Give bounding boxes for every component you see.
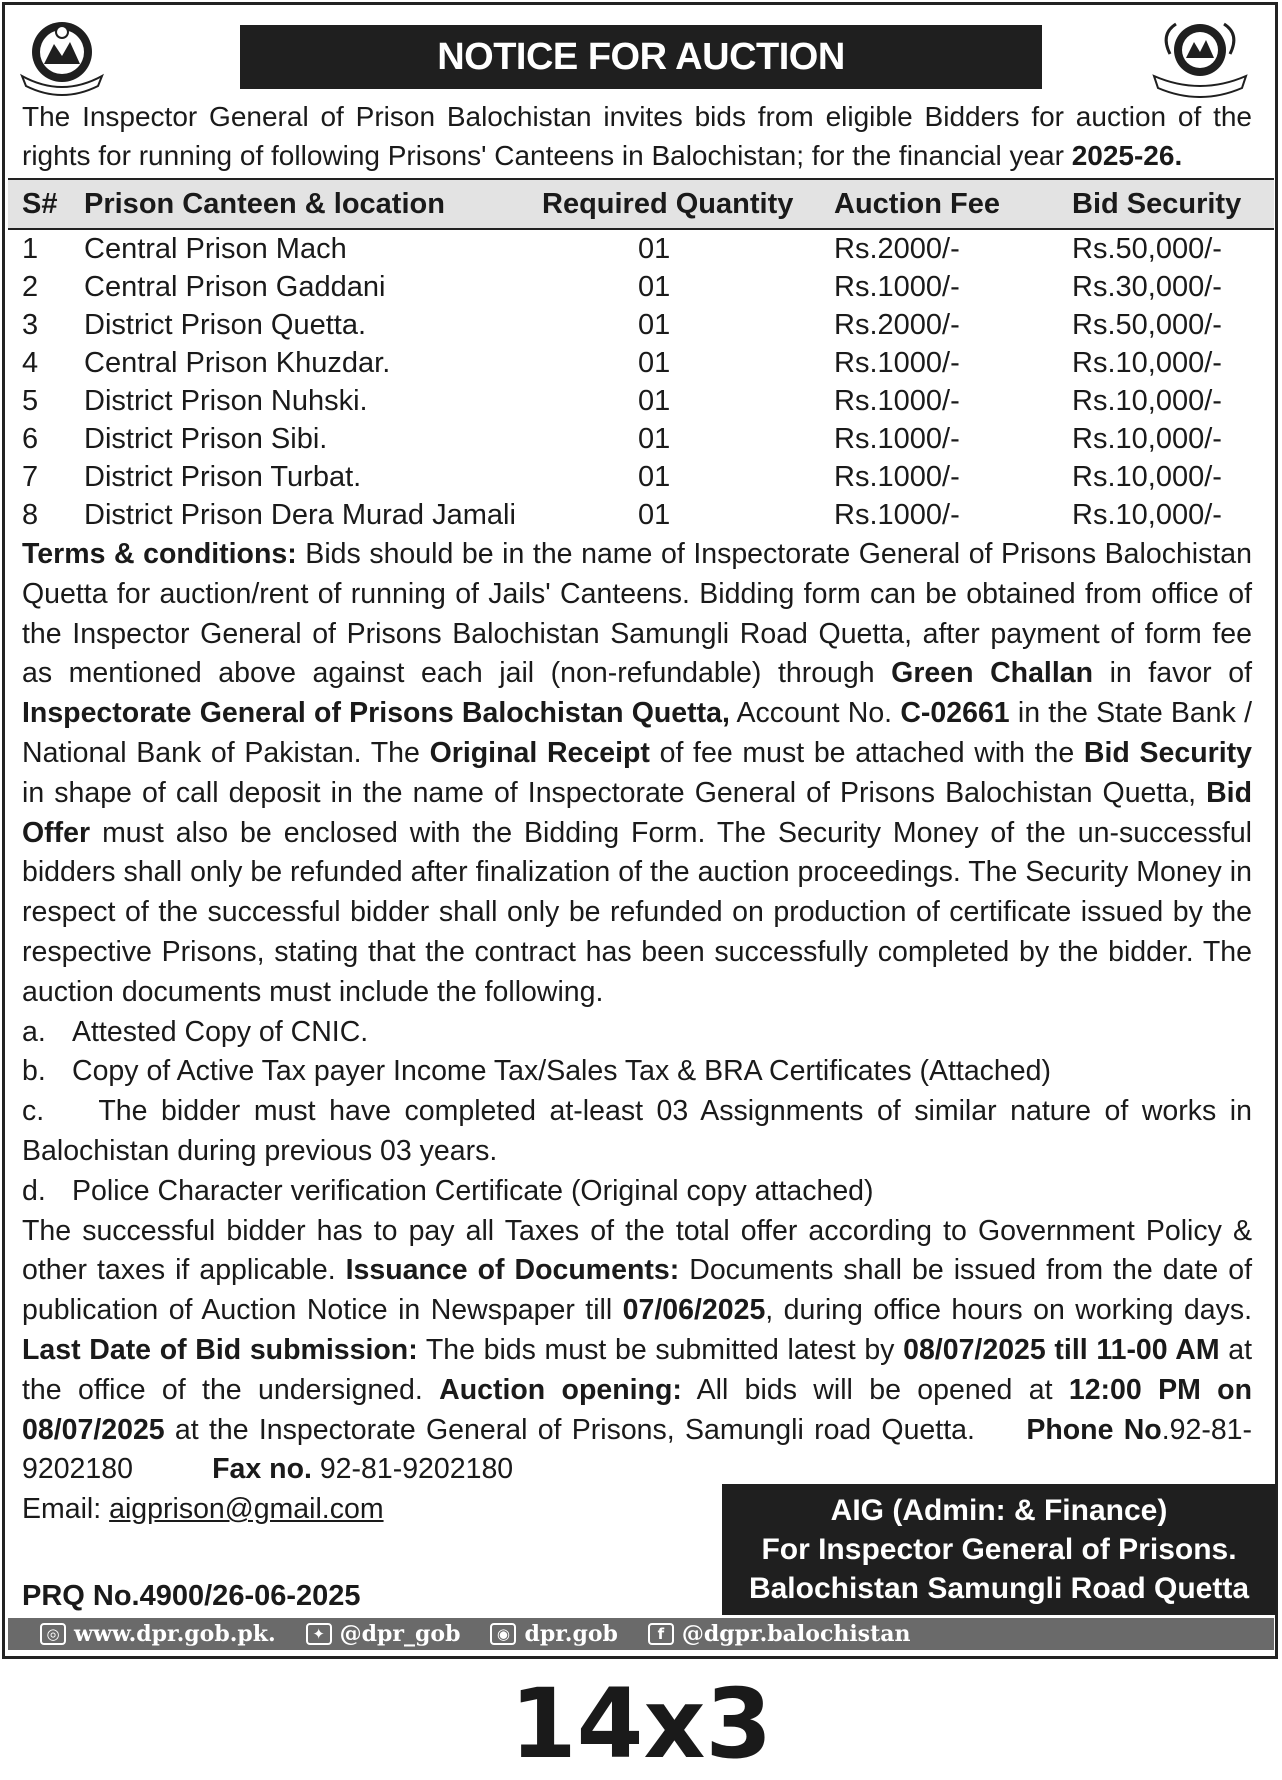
row-security: Rs.30,000/- (1072, 271, 1222, 303)
row-security: Rs.10,000/- (1072, 423, 1222, 455)
row-security: Rs.10,000/- (1072, 347, 1222, 379)
header-sn: S# (8, 179, 84, 229)
website-text: www.dpr.gob.pk. (74, 1621, 276, 1647)
terms-text: Account No. (729, 697, 901, 730)
terms-text: must also be enclosed with the Bidding Form. The Security Money of the un-successful bidders shall only be refunded after finalization of the auction proceedings. The Security Money in respect of the successful bidder shall only be refunded on production of certificate issued by the respective Prisons, stating that the contract has been successfully completed by the bidder. The auction documents must include the following. (22, 816, 1252, 1008)
canteen-table (8, 178, 1274, 534)
terms-paragraph (22, 535, 1252, 1013)
list-item-label: a. (22, 1015, 46, 1048)
row-fee: Rs.1000/- (834, 385, 960, 417)
facebook-handle: @dgpr.balochistan (681, 1621, 911, 1647)
row-sn: 5 (22, 385, 39, 417)
row-security: Rs.50,000/- (1072, 233, 1222, 265)
header-security: Bid Security (1072, 179, 1274, 229)
table-row (8, 306, 1274, 344)
header-fee: Auction Fee (834, 179, 1072, 229)
financial-year: 2025-26. (1071, 140, 1183, 171)
email-link[interactable]: aigprison@gmail.com (109, 1493, 384, 1526)
list-item (22, 1013, 1252, 1053)
table-row (8, 496, 1274, 534)
list-item-label: c. (22, 1095, 45, 1128)
footer-twitter[interactable] (306, 1621, 461, 1647)
globe-icon: ◎ (40, 1623, 66, 1645)
terms-text: of fee must be attached with the (649, 736, 1084, 769)
phone-label: Phone No (1026, 1413, 1162, 1446)
row-sn: 6 (22, 423, 39, 455)
page-title: NOTICE FOR AUCTION (240, 25, 1042, 89)
row-fee: Rs.2000/- (834, 309, 960, 341)
row-sn: 4 (22, 347, 39, 379)
table-row (8, 268, 1274, 306)
terms-text: Bids should be in the name of Inspectorate General of Prisons Balochistan Quetta for auction/rent of running of Jails' Canteens. Bidding form can be obtained from office of the Inspector General of Prisons Balochistan Samungli Road Quetta, after payment of form fee as mentioned above against each jail (non-refundable) through (22, 538, 1252, 690)
row-sn: 8 (22, 499, 39, 531)
row-quantity: 01 (638, 233, 671, 265)
terms-section (22, 535, 1252, 1530)
terms-text: at the office of the undersigned. (22, 1333, 1252, 1406)
list-item (22, 1052, 1252, 1092)
row-fee: Rs.1000/- (834, 423, 960, 455)
row-sn: 2 (22, 271, 39, 303)
list-item-label: d. (22, 1174, 46, 1207)
row-canteen: Central Prison Mach (84, 233, 347, 265)
row-quantity: 01 (638, 499, 671, 531)
opening-heading: Auction opening: (439, 1373, 682, 1406)
row-security: Rs.10,000/- (1072, 385, 1222, 417)
facebook-icon: f (648, 1623, 674, 1645)
phone-number: .92-81-9202180 (22, 1413, 1253, 1486)
account-number: C-02661 (900, 697, 1010, 730)
row-quantity: 01 (638, 461, 671, 493)
terms-text: in shape of call deposit in the name of Inspectorate General of Prisons Balochistan Quetta, (22, 776, 1207, 809)
row-quantity: 01 (638, 347, 671, 379)
submission-paragraph (22, 1212, 1252, 1491)
ig-prisons: Inspectorate General of Prisons Balochistan Quetta, (22, 697, 730, 730)
terms-text: at the Inspectorate General of Prisons, Samungli road Quetta. (164, 1413, 975, 1446)
instagram-icon: ◉ (490, 1623, 516, 1645)
terms-text: The bids must be submitted latest by (417, 1333, 904, 1366)
footer-website[interactable] (40, 1621, 276, 1647)
row-fee: Rs.1000/- (834, 461, 960, 493)
row-canteen: Central Prison Khuzdar. (84, 347, 391, 379)
prq-number: PRQ No.4900/26-06-2025 (22, 1580, 361, 1612)
table-row (8, 229, 1274, 268)
list-item (22, 1092, 1252, 1172)
table-row (8, 382, 1274, 420)
list-item-text: The bidder must have completed at-least 03 Assignments of similar nature of works in Balochistan during previous 03 years. (22, 1095, 1252, 1167)
terms-text: in the State Bank / National Bank of Pakistan. The (22, 697, 1252, 769)
terms-text: Documents shall be issued from the date of publication of Auction Notice in Newspaper till (22, 1254, 1252, 1327)
row-quantity: 01 (638, 385, 671, 417)
twitter-handle: @dpr_gob (339, 1621, 461, 1647)
table-row (8, 344, 1274, 382)
footer-social-bar (8, 1618, 1274, 1650)
email-label: Email: (22, 1493, 110, 1526)
row-quantity: 01 (638, 423, 671, 455)
header-quantity: Required Quantity (542, 179, 834, 229)
submission-deadline: 08/07/2025 till 11-00 AM (903, 1333, 1220, 1366)
row-sn: 3 (22, 309, 39, 341)
dgpr-emblem-icon (1140, 14, 1260, 98)
row-fee: Rs.1000/- (834, 347, 960, 379)
row-canteen: District Prison Quetta. (84, 309, 367, 341)
issuance-date: 07/06/2025 (622, 1294, 766, 1327)
row-fee: Rs.1000/- (834, 499, 960, 531)
bid-offer: Bid Offer (22, 776, 1252, 849)
signature-line-3: Balochistan Samungli Road Quetta (748, 1572, 1250, 1605)
row-canteen: District Prison Turbat. (84, 461, 362, 493)
ad-size-label: 14x3 (509, 1668, 773, 1780)
row-security: Rs.10,000/- (1072, 499, 1222, 531)
footer-facebook[interactable] (648, 1621, 911, 1647)
row-canteen: District Prison Nuhski. (84, 385, 368, 417)
intro-paragraph (22, 97, 1252, 175)
table-row (8, 420, 1274, 458)
signature-block (722, 1484, 1276, 1615)
intro-text: The Inspector General of Prison Balochistan invites bids from eligible Bidders for auction of the rights for running of following Prisons' Canteens in Balochistan; for the financial year (22, 101, 1252, 171)
opening-time: 12:00 PM on 08/07/2025 (22, 1373, 1252, 1446)
balochistan-emblem-icon (14, 14, 110, 98)
original-receipt: Original Receipt (429, 736, 650, 769)
footer-instagram[interactable] (490, 1621, 617, 1647)
green-challan: Green Challan (891, 657, 1094, 690)
row-fee: Rs.2000/- (834, 233, 960, 265)
terms-heading: Terms & conditions: (22, 538, 297, 570)
list-item (22, 1172, 1252, 1212)
terms-text: The successful bidder has to pay all Taxes of the total offer according to Government Policy & other taxes if applicable. (22, 1214, 1252, 1287)
twitter-icon: ✦ (306, 1623, 332, 1645)
fax-number: 92-81-9202180 (311, 1453, 514, 1486)
signature-line-1: AIG (Admin: & Finance) (830, 1494, 1168, 1527)
header-canteen: Prison Canteen & location (84, 179, 542, 229)
issuance-heading: Issuance of Documents: (345, 1254, 680, 1287)
row-sn: 1 (22, 233, 39, 265)
list-item-label: b. (22, 1055, 46, 1088)
row-canteen: District Prison Sibi. (84, 423, 328, 455)
list-item-text: Copy of Active Tax payer Income Tax/Sales Tax & BRA Certificates (Attached) (72, 1055, 1051, 1088)
last-date-heading: Last Date of Bid submission: (22, 1333, 418, 1366)
fax-label: Fax no. (212, 1453, 312, 1486)
row-quantity: 01 (638, 271, 671, 303)
row-sn: 7 (22, 461, 39, 493)
terms-text: , during office hours on working days. (765, 1294, 1253, 1327)
table-header-row (8, 179, 1274, 229)
table-row (8, 458, 1274, 496)
row-canteen: District Prison Dera Murad Jamali (84, 499, 516, 531)
list-item-text: Attested Copy of CNIC. (72, 1015, 369, 1048)
row-canteen: Central Prison Gaddani (84, 271, 386, 303)
instagram-handle: dpr.gob (524, 1621, 618, 1647)
row-quantity: 01 (638, 309, 671, 341)
signature-line-2: For Inspector General of Prisons. (761, 1533, 1237, 1566)
row-fee: Rs.1000/- (834, 271, 960, 303)
terms-text: All bids will be opened at (681, 1373, 1069, 1406)
row-security: Rs.50,000/- (1072, 309, 1222, 341)
terms-text: in favor of (1093, 657, 1252, 690)
bid-security: Bid Security (1083, 736, 1252, 769)
row-security: Rs.10,000/- (1072, 461, 1222, 493)
list-item-text: Police Character verification Certificate (Original copy attached) (72, 1174, 874, 1207)
